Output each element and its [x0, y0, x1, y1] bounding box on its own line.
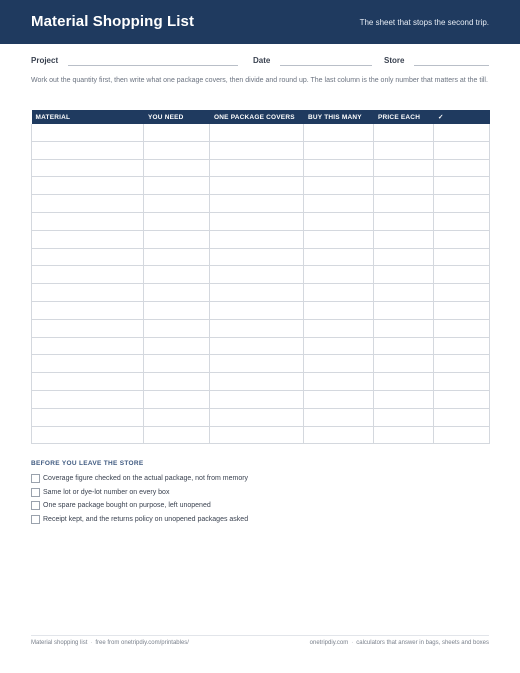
project-label: Project: [31, 56, 59, 65]
table-cell[interactable]: [374, 248, 434, 266]
table-cell[interactable]: [210, 212, 304, 230]
table-cell[interactable]: [304, 426, 374, 444]
checkbox[interactable]: [31, 515, 40, 524]
table-row: [32, 301, 490, 319]
checkbox[interactable]: [31, 501, 40, 510]
table-cell[interactable]: [210, 230, 304, 248]
table-cell[interactable]: [144, 230, 210, 248]
table-cell[interactable]: [210, 390, 304, 408]
checklist-item-label: Receipt kept, and the returns policy on unopened packages asked: [43, 516, 249, 524]
table-cell[interactable]: [210, 355, 304, 373]
table-cell[interactable]: [374, 230, 434, 248]
table-cell[interactable]: [32, 284, 144, 302]
table-cell[interactable]: [434, 390, 490, 408]
checklist: [31, 473, 489, 528]
table-cell[interactable]: [434, 301, 490, 319]
table-cell[interactable]: [144, 337, 210, 355]
table-cell[interactable]: [32, 301, 144, 319]
table-row: [32, 230, 490, 248]
column-header-material: MATERIAL: [32, 110, 144, 124]
table-cell[interactable]: [210, 301, 304, 319]
table-cell[interactable]: [374, 212, 434, 230]
table-cell[interactable]: [304, 177, 374, 195]
table-cell[interactable]: [144, 159, 210, 177]
table-row: [32, 337, 490, 355]
table-cell[interactable]: [144, 301, 210, 319]
table-cell[interactable]: [374, 390, 434, 408]
footer-source: free from onetripdiy.com/printables/: [95, 640, 189, 646]
table-cell[interactable]: [434, 195, 490, 213]
table-row: [32, 319, 490, 337]
table-cell[interactable]: [304, 408, 374, 426]
table-cell[interactable]: [210, 426, 304, 444]
checklist-title: BEFORE YOU LEAVE THE STORE: [31, 460, 144, 467]
table-cell[interactable]: [304, 124, 374, 141]
table-cell[interactable]: [304, 355, 374, 373]
table-row: [32, 266, 490, 284]
table-header-row: [32, 110, 490, 124]
shopping-table: [31, 110, 490, 444]
table-cell[interactable]: [144, 319, 210, 337]
table-row: [32, 373, 490, 391]
table-cell[interactable]: [434, 248, 490, 266]
table-row: [32, 212, 490, 230]
checklist-item[interactable]: [31, 487, 489, 501]
table-cell[interactable]: [144, 426, 210, 444]
table-cell[interactable]: [32, 124, 144, 141]
store-label: Store: [384, 56, 405, 65]
table-row: [32, 195, 490, 213]
table-cell[interactable]: [32, 337, 144, 355]
header-banner: [0, 0, 520, 44]
table-cell[interactable]: [304, 159, 374, 177]
table-cell[interactable]: [210, 124, 304, 141]
table-cell[interactable]: [434, 230, 490, 248]
table-cell[interactable]: [304, 141, 374, 159]
table-cell[interactable]: [144, 212, 210, 230]
table-cell[interactable]: [144, 248, 210, 266]
table-cell[interactable]: [32, 195, 144, 213]
table-cell[interactable]: [32, 141, 144, 159]
project-field[interactable]: [68, 65, 238, 66]
table-cell[interactable]: [304, 319, 374, 337]
table-cell[interactable]: [32, 266, 144, 284]
table-row: [32, 248, 490, 266]
table-cell[interactable]: [32, 408, 144, 426]
checkbox[interactable]: [31, 474, 40, 483]
table-cell[interactable]: [32, 212, 144, 230]
table-row: [32, 284, 490, 302]
instructions-text: Work out the quantity first, then write what one package covers, then divide and round up. The last column is the only number that matters at the till.: [31, 77, 488, 84]
column-header-package-covers: ONE PACKAGE COVERS: [210, 110, 304, 124]
checklist-item[interactable]: [31, 500, 489, 514]
table-body: [32, 124, 490, 444]
table-cell[interactable]: [374, 301, 434, 319]
table-cell[interactable]: [32, 230, 144, 248]
table-cell[interactable]: [32, 355, 144, 373]
table-cell[interactable]: [434, 408, 490, 426]
table-cell[interactable]: [210, 373, 304, 391]
table-cell[interactable]: [434, 141, 490, 159]
table-cell[interactable]: [32, 319, 144, 337]
table-cell[interactable]: [374, 159, 434, 177]
table-cell[interactable]: [434, 284, 490, 302]
table-cell[interactable]: [434, 266, 490, 284]
table-cell[interactable]: [374, 355, 434, 373]
checkbox[interactable]: [31, 488, 40, 497]
table-cell[interactable]: [210, 195, 304, 213]
table-cell[interactable]: [144, 266, 210, 284]
header-tagline: The sheet that stops the second trip.: [359, 18, 489, 27]
table-row: [32, 159, 490, 177]
table-cell[interactable]: [434, 373, 490, 391]
table-cell[interactable]: [304, 337, 374, 355]
table-cell[interactable]: [210, 159, 304, 177]
table-cell[interactable]: [144, 141, 210, 159]
table-cell[interactable]: [434, 355, 490, 373]
footer-site: onetripdiy.com: [309, 640, 349, 646]
column-header-buy-this-many: BUY THIS MANY: [304, 110, 374, 124]
date-field[interactable]: [280, 65, 372, 66]
table-cell[interactable]: [374, 141, 434, 159]
checklist-item[interactable]: [31, 473, 489, 487]
footer-separator: ·: [351, 640, 354, 646]
table-cell[interactable]: [434, 177, 490, 195]
table-cell[interactable]: [374, 373, 434, 391]
table-cell[interactable]: [374, 319, 434, 337]
table-cell[interactable]: [32, 426, 144, 444]
table-cell[interactable]: [434, 159, 490, 177]
table-cell[interactable]: [210, 284, 304, 302]
table-cell[interactable]: [304, 390, 374, 408]
table-cell[interactable]: [374, 195, 434, 213]
table-cell[interactable]: [32, 177, 144, 195]
column-header-you-need: YOU NEED: [144, 110, 210, 124]
table-cell[interactable]: [434, 124, 490, 141]
table-row: [32, 390, 490, 408]
footer-left: [31, 640, 189, 646]
table-cell[interactable]: [144, 177, 210, 195]
table-cell[interactable]: [304, 284, 374, 302]
table-cell[interactable]: [434, 426, 490, 444]
table-cell[interactable]: [304, 301, 374, 319]
table-cell[interactable]: [304, 195, 374, 213]
table-cell[interactable]: [374, 337, 434, 355]
table-cell[interactable]: [32, 390, 144, 408]
table-cell[interactable]: [374, 426, 434, 444]
table-cell[interactable]: [210, 319, 304, 337]
table-cell[interactable]: [210, 337, 304, 355]
table-cell[interactable]: [144, 373, 210, 391]
table-cell[interactable]: [374, 177, 434, 195]
info-fields: [31, 56, 489, 68]
table-row: [32, 177, 490, 195]
table-cell[interactable]: [434, 212, 490, 230]
store-field[interactable]: [414, 65, 489, 66]
checklist-item[interactable]: [31, 514, 489, 528]
table-cell[interactable]: [304, 373, 374, 391]
checklist-item-label: Same lot or dye-lot number on every box: [43, 488, 170, 496]
page-title: Material Shopping List: [31, 13, 195, 30]
table-cell[interactable]: [210, 408, 304, 426]
table-cell[interactable]: [374, 124, 434, 141]
table-cell[interactable]: [144, 355, 210, 373]
table-cell[interactable]: [304, 248, 374, 266]
table-cell[interactable]: [144, 284, 210, 302]
footer-separator: ·: [90, 640, 93, 646]
checklist-item-label: One spare package bought on purpose, left unopened: [43, 502, 211, 510]
table-row: [32, 141, 490, 159]
checklist-item-label: Coverage figure checked on the actual package, not from memory: [43, 475, 249, 482]
column-header-check: ✓: [434, 110, 490, 124]
table-cell[interactable]: [32, 248, 144, 266]
footer-right: [310, 640, 489, 646]
table-cell[interactable]: [210, 248, 304, 266]
footer: [31, 635, 489, 646]
table-cell[interactable]: [304, 230, 374, 248]
table-cell[interactable]: [304, 212, 374, 230]
table-cell[interactable]: [32, 373, 144, 391]
table-row: [32, 426, 490, 444]
table-cell[interactable]: [374, 266, 434, 284]
footer-sheet-name: Material shopping list: [31, 640, 88, 646]
table-cell[interactable]: [434, 319, 490, 337]
column-header-price-each: PRICE EACH: [374, 110, 434, 124]
table-cell[interactable]: [144, 195, 210, 213]
table-cell[interactable]: [144, 390, 210, 408]
table-cell[interactable]: [374, 408, 434, 426]
table-cell[interactable]: [434, 337, 490, 355]
table-cell[interactable]: [210, 141, 304, 159]
table-row: [32, 355, 490, 373]
table-cell[interactable]: [374, 284, 434, 302]
date-label: Date: [253, 56, 271, 65]
table-cell[interactable]: [144, 408, 210, 426]
table-cell[interactable]: [32, 159, 144, 177]
table-cell[interactable]: [210, 266, 304, 284]
table-cell[interactable]: [144, 124, 210, 141]
table-row: [32, 408, 490, 426]
table-cell[interactable]: [210, 177, 304, 195]
table-row: [32, 124, 490, 141]
footer-description: calculators that answer in bags, sheets and boxes: [356, 640, 489, 646]
table-cell[interactable]: [304, 266, 374, 284]
